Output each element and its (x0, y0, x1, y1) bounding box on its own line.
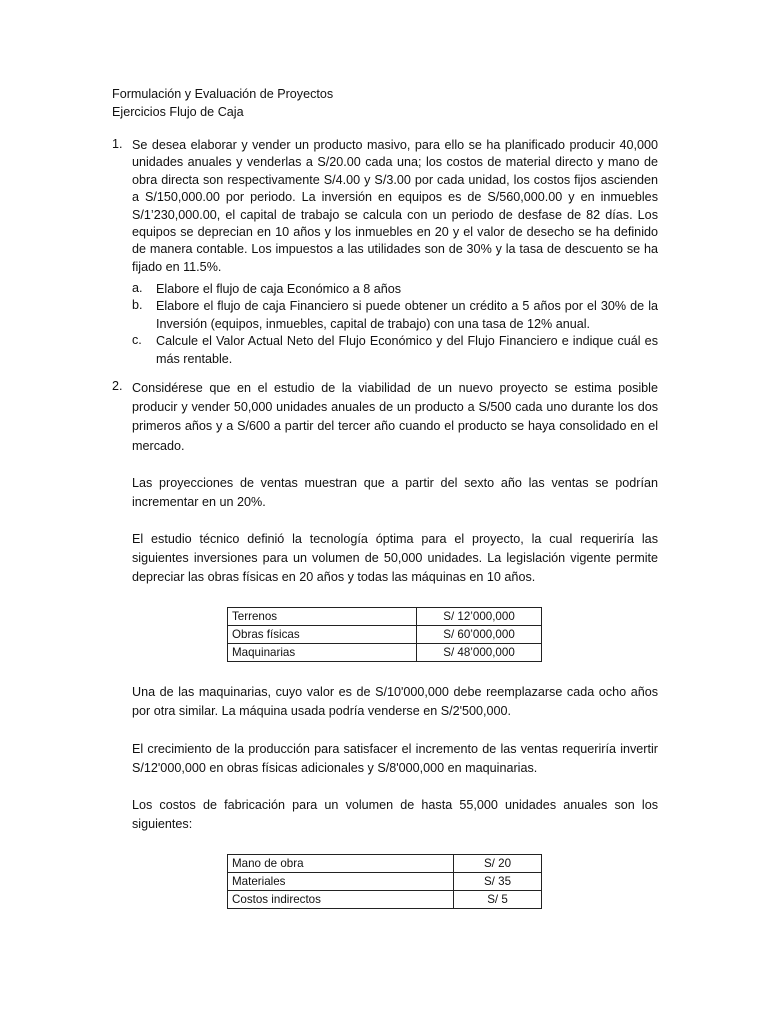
paragraph-sales-projection: Las proyecciones de ventas muestran que a partir del sexto año las ventas se podrían incrementar en un 20%. (132, 476, 658, 510)
question-c (132, 333, 658, 368)
document-subtitle: Ejercicios Flujo de Caja (112, 105, 244, 119)
table-cell-label: Mano de obra (228, 855, 454, 873)
table-row (228, 608, 542, 626)
exercise-1-number: 1. (112, 137, 123, 151)
question-c-label: c. (132, 333, 142, 348)
table-cell-label: Terrenos (228, 608, 417, 626)
question-c-text: Calcule el Valor Actual Neto del Flujo Económico y del Flujo Financiero e indique cuál es más rentable. (156, 334, 658, 366)
paragraph-manufacturing-costs: Los costos de fabricación para un volumen de hasta 55,000 unidades anuales son los siguientes: (132, 798, 658, 832)
table-cell-value: S/ 60’000,000 (417, 626, 542, 644)
table-cell-value: S/ 20 (454, 855, 542, 873)
table-cell-value: S/ 5 (454, 891, 542, 909)
paragraph-technical-study: El estudio técnico definió la tecnología óptima para el proyecto, la cual requeriría las siguientes inversiones para un volumen de 50,000 unidades. La legislación vigente permite depreciar las obras físicas en 20 años y todas las máquinas en 10 años. (132, 532, 658, 585)
table-row (228, 855, 542, 873)
table-row (228, 626, 542, 644)
table-cell-label: Maquinarias (228, 644, 417, 662)
table-row (228, 873, 542, 891)
paragraph-machine-replacement: Una de las maquinarias, cuyo valor es de S/10'000,000 debe reemplazarse cada ocho años por otra similar. La máquina usada podría venderse en S/2'500,000. (132, 685, 658, 719)
table-cell-label: Obras físicas (228, 626, 417, 644)
question-b-label: b. (132, 298, 143, 313)
question-a-label: a. (132, 281, 143, 295)
table-cell-value: S/ 35 (454, 873, 542, 891)
exercise-2-text: Considérese que en el estudio de la viabilidad de un nuevo proyecto se estima posible producir y vender 50,000 unidades anuales de un producto a S/500 cada uno durante los dos primeros años y a S/600 a partir del tercer año cuando el producto se haya consolidado en el mercado. (132, 381, 658, 453)
question-list (132, 281, 658, 368)
table-cell-label: Costos indirectos (228, 891, 454, 909)
table-row (228, 644, 542, 662)
table-row (228, 891, 542, 909)
question-b-text: Elabore el flujo de caja Financiero si puede obtener un crédito a 5 años por el 30% de la Inversión (equipos, inmuebles, capital de trabajo) con una tasa de 12% anual. (156, 299, 658, 331)
exercise-2-number: 2. (112, 379, 123, 393)
paragraph-production-growth: El crecimiento de la producción para satisfacer el incremento de las ventas requeriría invertir S/12'000,000 en obras físicas adicionales y S/8'000,000 en maquinarias. (132, 742, 658, 776)
exercise-1-text: Se desea elaborar y vender un producto masivo, para ello se ha planificado producir 40,000 unidades anuales y venderlas a S/20.00 cada una; los costos de material directo y mano de obra directa son respectivamente S/4.00 y S/3.00 por cada unidad, los costos fijos ascienden a S/150,000.00 por periodo. La inversión en equipos es de S/560,000.00 y en inmuebles S/1’230,000.00, el capital de trabajo se calcula con un periodo de desfase de 82 días. Los equipos se deprecian en 10 años y los inmuebles en 20 y el valor de desecho se ha definido de manera contable. Los impuestos a las utilidades son de 30% y la tasa de descuento se ha fijado en 11.5%. (132, 138, 658, 274)
table-cell-label: Materiales (228, 873, 454, 891)
question-b (132, 298, 658, 333)
table-cell-value: S/ 48’000,000 (417, 644, 542, 662)
document-header (112, 85, 333, 121)
investment-table (227, 607, 542, 662)
document-title: Formulación y Evaluación de Proyectos (112, 87, 334, 101)
question-a-text: Elabore el flujo de caja Económico a 8 años (156, 282, 402, 296)
costs-table (227, 854, 542, 909)
table-cell-value: S/ 12’000,000 (417, 608, 542, 626)
question-a (132, 281, 658, 298)
